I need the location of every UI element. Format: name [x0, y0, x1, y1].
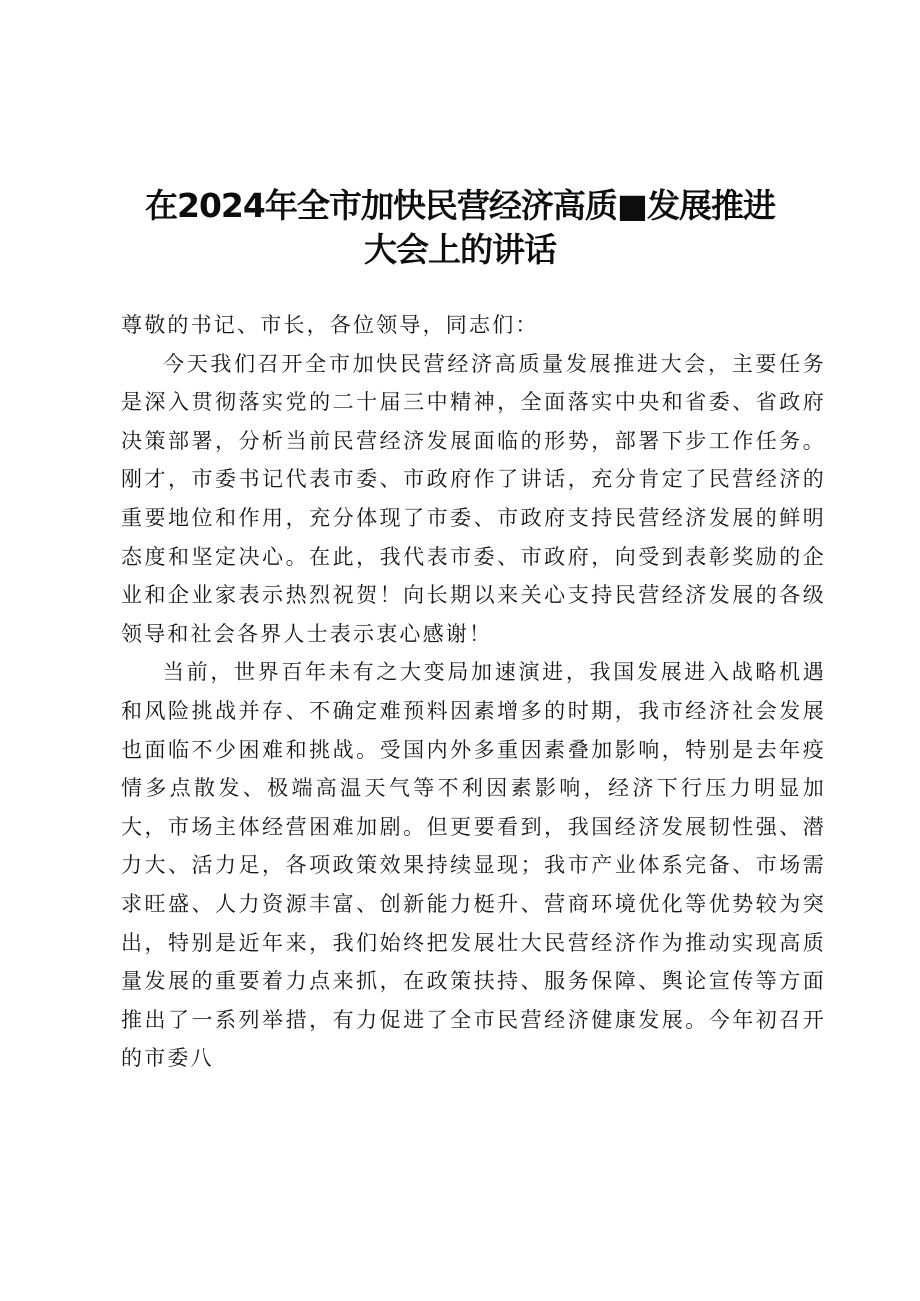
document-title [60, 184, 860, 272]
paragraph-situation: 当前，世界百年未有之大变局加速演进，我国发展进入战略机遇和风险挑战并存、不确定难预料因素增多的时期，我市经济社会发展也面临不少困难和挑战。受国内外多重因素叠加影响，特别是去年疫情多点散发、极端高温天气等不利因素影响，经济下行压力明显加大，市场主体经营困难加剧。但更要看到，我国经济发展韧性强、潜力大、活力足，各项政策效果持续显现；我市产业体系完备、市场需求旺盛、人力资源丰富、创新能力梃升、营商环境优化等优势较为突出，特别是近年来，我们始终把发展壮大民营经济作为推动实现高质量发展的重要着力点来抓，在政策扶持、服务保障、舆论宣传等方面推出了一系列举措，有力促进了全市民营经济健康发展。今年初召开的市委八 [121, 660, 826, 1071]
title-line-1: 在2024年全市加快民营经济高质■发展推进 [144, 186, 776, 226]
salutation: 尊敬的书记、市长，各位领导，同志们： [121, 313, 539, 337]
document-body [121, 306, 826, 1078]
paragraph-opening: 今天我们召开全市加快民营经济高质量发展推进大会，主要任务是深入贯彻落实党的二十届三中精神，全面落实中央和省委、省政府决策部署，分析当前民营经济发展面临的形势，部署下步工作任务。刚才，市委书记代表市委、市政府作了讲话，充分肯定了民营经济的重要地位和作用，充分体现了市委、市政府支持民营经济发展的鲜明态度和坚定决心。在此，我代表市委、市政府，向受到表彰奖励的企业和企业家表示热烈祝贺！向长期以来关心支持民营经济发展的各级领导和社会各界人士表示衷心感谢！ [121, 351, 826, 646]
title-line-2: 大会上的讲话 [364, 230, 556, 270]
